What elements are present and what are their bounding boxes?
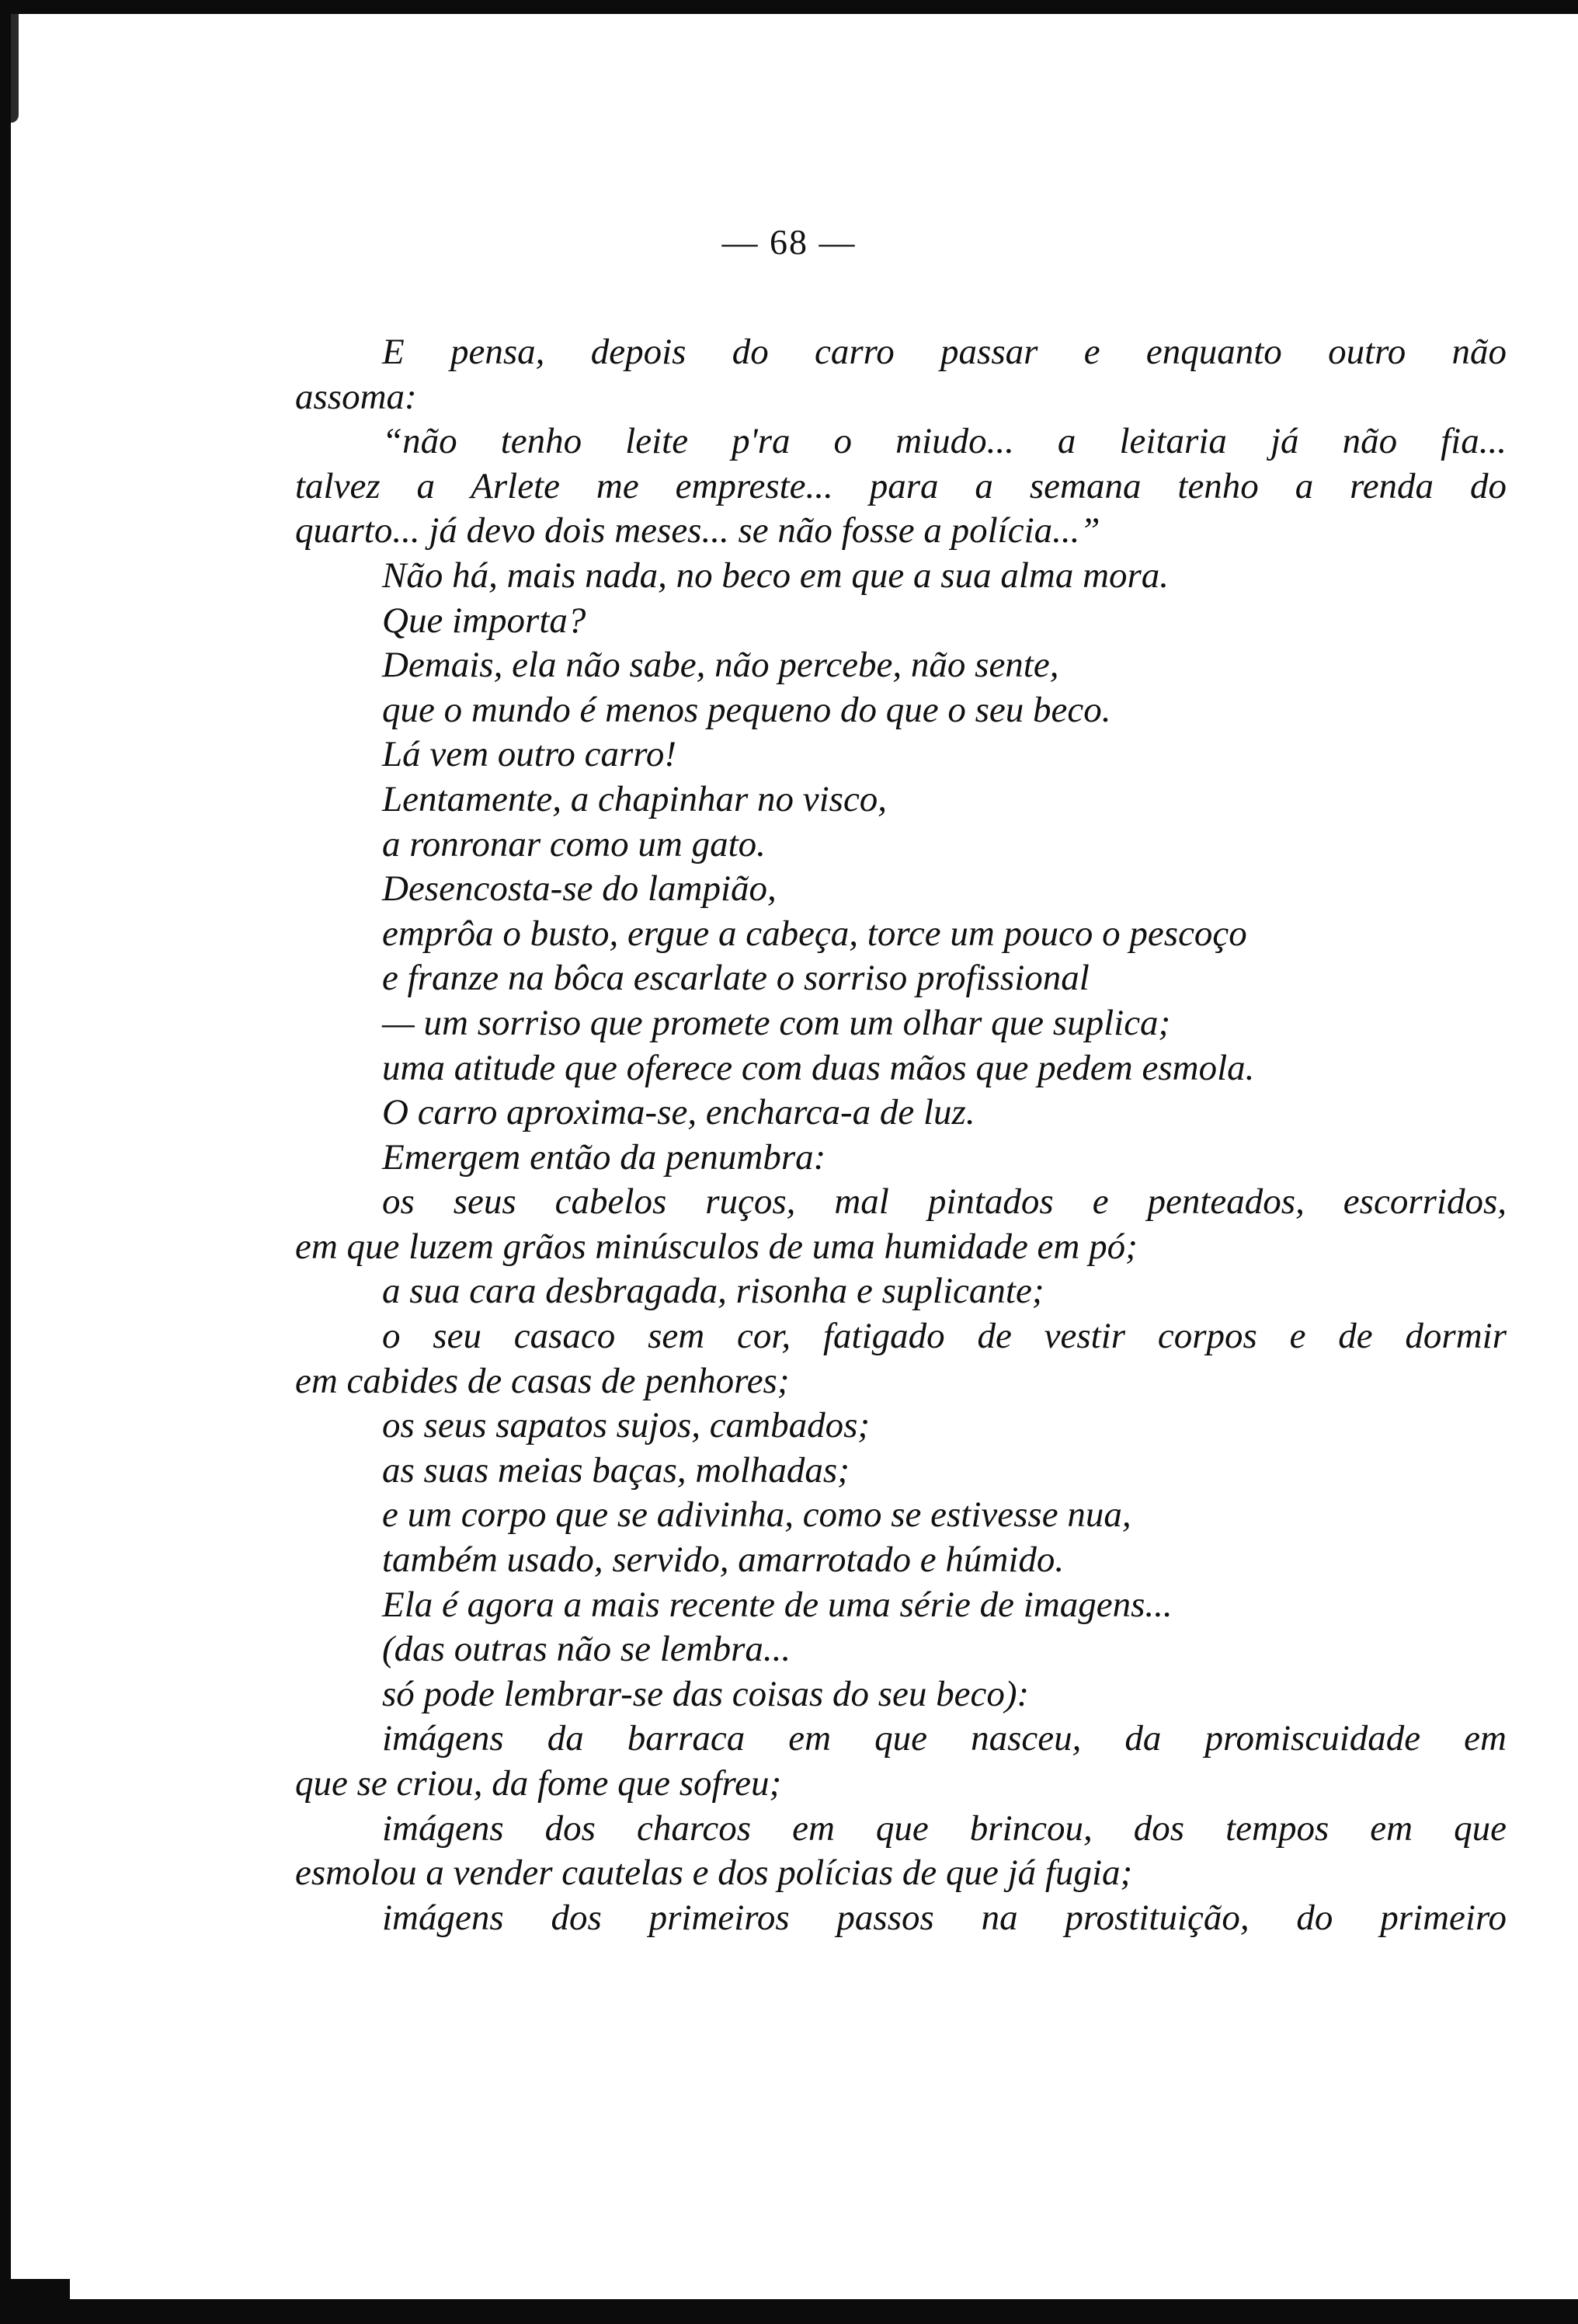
page-number: — 68 — bbox=[721, 222, 857, 262]
text-line: E pensa, depois do carro passar e enquanto outro não bbox=[382, 332, 1507, 372]
text-line: os seus cabelos ruços, mal pintados e penteados, escorridos, bbox=[382, 1181, 1507, 1223]
text-line: e franze na bôca escarlate o sorriso profissional bbox=[382, 958, 1090, 999]
text-line: Lá vem outro carro! bbox=[382, 734, 677, 775]
text-line: — um sorriso que promete com um olhar que suplica; bbox=[382, 1002, 1171, 1043]
text-line: quarto... já devo dois meses... se não fosse a polícia...” bbox=[295, 510, 1100, 551]
text-line: os seus sapatos sujos, cambados; bbox=[382, 1405, 871, 1446]
text-line: em cabides de casas de penhores; bbox=[295, 1360, 790, 1401]
text-line: as suas meias baças, molhadas; bbox=[382, 1449, 850, 1491]
text-line: talvez a Arlete me empreste... para a semana tenho a renda do bbox=[295, 465, 1507, 506]
scan-edge-bottom-corner bbox=[0, 2279, 70, 2299]
text-line: O carro aproxima-se, encharca-a de luz. bbox=[382, 1092, 975, 1133]
text-line: que o mundo é menos pequeno do que o seu beco. bbox=[382, 689, 1111, 730]
text-line: Que importa? bbox=[382, 600, 586, 641]
text-line: o seu casaco sem cor, fatigado de vestir corpos e de dormir bbox=[382, 1316, 1507, 1357]
text-line: esmolou a vender cautelas e dos polícias de que já fugia; bbox=[295, 1853, 1133, 1894]
text-line: Ela é agora a mais recente de uma série de imagens... bbox=[382, 1584, 1173, 1625]
text-line: Lentamente, a chapinhar no visco, bbox=[382, 778, 888, 819]
text-line: Não há, mais nada, no beco em que a sua alma mora. bbox=[382, 555, 1170, 596]
text-line: a sua cara desbragada, risonha e suplicante; bbox=[382, 1271, 1044, 1312]
text-line: imágens dos charcos em que brincou, dos tempos em que bbox=[382, 1807, 1507, 1849]
text-line: em que luzem grãos minúsculos de uma humidade em pó; bbox=[295, 1226, 1138, 1267]
scan-edge-left bbox=[0, 0, 11, 2324]
text-line: Demais, ela não sabe, não percebe, não sente, bbox=[382, 645, 1059, 686]
text-line: uma atitude que oferece com duas mãos que pedem esmola. bbox=[382, 1047, 1255, 1088]
text-line: emprôa o busto, ergue a cabeça, torce um pouco o pescoço bbox=[382, 913, 1247, 954]
text-line: também usado, servido, amarrotado e húmido. bbox=[382, 1539, 1065, 1581]
text-line: e um corpo que se adivinha, como se estivesse nua, bbox=[382, 1494, 1131, 1536]
text-line: que se criou, da fome que sofreu; bbox=[295, 1763, 782, 1804]
scan-edge-left-shadow bbox=[11, 14, 19, 123]
text-line: imágens dos primeiros passos na prostituição, do primeiro bbox=[382, 1897, 1507, 1938]
poem-text bbox=[295, 330, 1507, 1940]
text-line: Emergem então da penumbra: bbox=[382, 1136, 826, 1178]
text-line: a ronronar como um gato. bbox=[382, 823, 766, 865]
scan-edge-bottom bbox=[0, 2299, 1578, 2324]
text-line: imágens da barraca em que nasceu, da promiscuidade em bbox=[382, 1718, 1507, 1759]
text-line: “não tenho leite p'ra o miudo... a leitaria já não fia... bbox=[382, 421, 1507, 462]
text-line: (das outras não se lembra... bbox=[382, 1629, 791, 1670]
text-line: Desencosta-se do lampião, bbox=[382, 868, 777, 910]
text-line: assoma: bbox=[295, 376, 417, 417]
text-line: só pode lembrar-se das coisas do seu beco): bbox=[382, 1673, 1030, 1714]
scan-edge-top bbox=[0, 0, 1578, 14]
